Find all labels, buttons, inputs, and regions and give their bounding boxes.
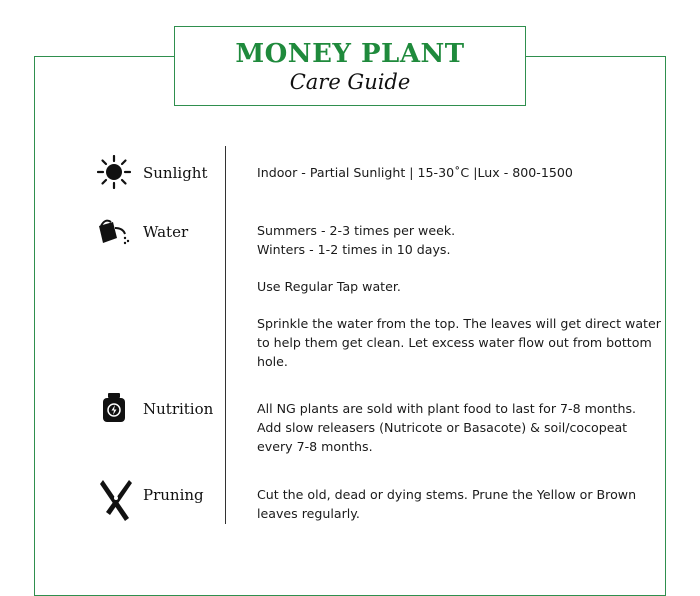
water-line: Winters - 1-2 times in 10 days. <box>257 242 451 257</box>
sun-icon <box>97 155 131 189</box>
title-box <box>174 26 526 106</box>
nutrition-label: Nutrition <box>143 400 214 418</box>
fertilizer-bottle-icon <box>100 392 134 426</box>
sunlight-line: Indoor - Partial Sunlight | 15-30˚C |Lux - 800-1500 <box>257 165 573 180</box>
water-line: hole. <box>257 354 288 369</box>
page-title: MONEY PLANT <box>235 39 465 69</box>
column-divider <box>225 146 226 524</box>
water-line: Use Regular Tap water. <box>257 279 401 294</box>
pruning-details <box>257 485 667 523</box>
nutrition-line: Add slow releasers (Nutricote or Basacote) & soil/cocopeat <box>257 420 628 435</box>
pruning-shears-icon <box>98 478 132 512</box>
water-line: Sprinkle the water from the top. The leaves will get direct water <box>257 316 661 331</box>
water-details <box>257 221 667 371</box>
page-subtitle: Care Guide <box>289 70 411 94</box>
water-line: to help them get clean. Let excess water flow out from bottom <box>257 335 652 350</box>
pruning-line: Cut the old, dead or dying stems. Prune the Yellow or Brown <box>257 487 637 502</box>
water-line: Summers - 2-3 times per week. <box>257 223 456 238</box>
water-label: Water <box>143 223 189 241</box>
nutrition-line: every 7-8 months. <box>257 439 373 454</box>
pruning-label: Pruning <box>143 486 204 504</box>
nutrition-line: All NG plants are sold with plant food to last for 7-8 months. <box>257 401 637 416</box>
pruning-line: leaves regularly. <box>257 506 360 521</box>
sunlight-label: Sunlight <box>143 164 208 182</box>
watering-can-icon <box>95 216 129 250</box>
nutrition-details <box>257 399 667 456</box>
sunlight-details <box>257 163 667 182</box>
